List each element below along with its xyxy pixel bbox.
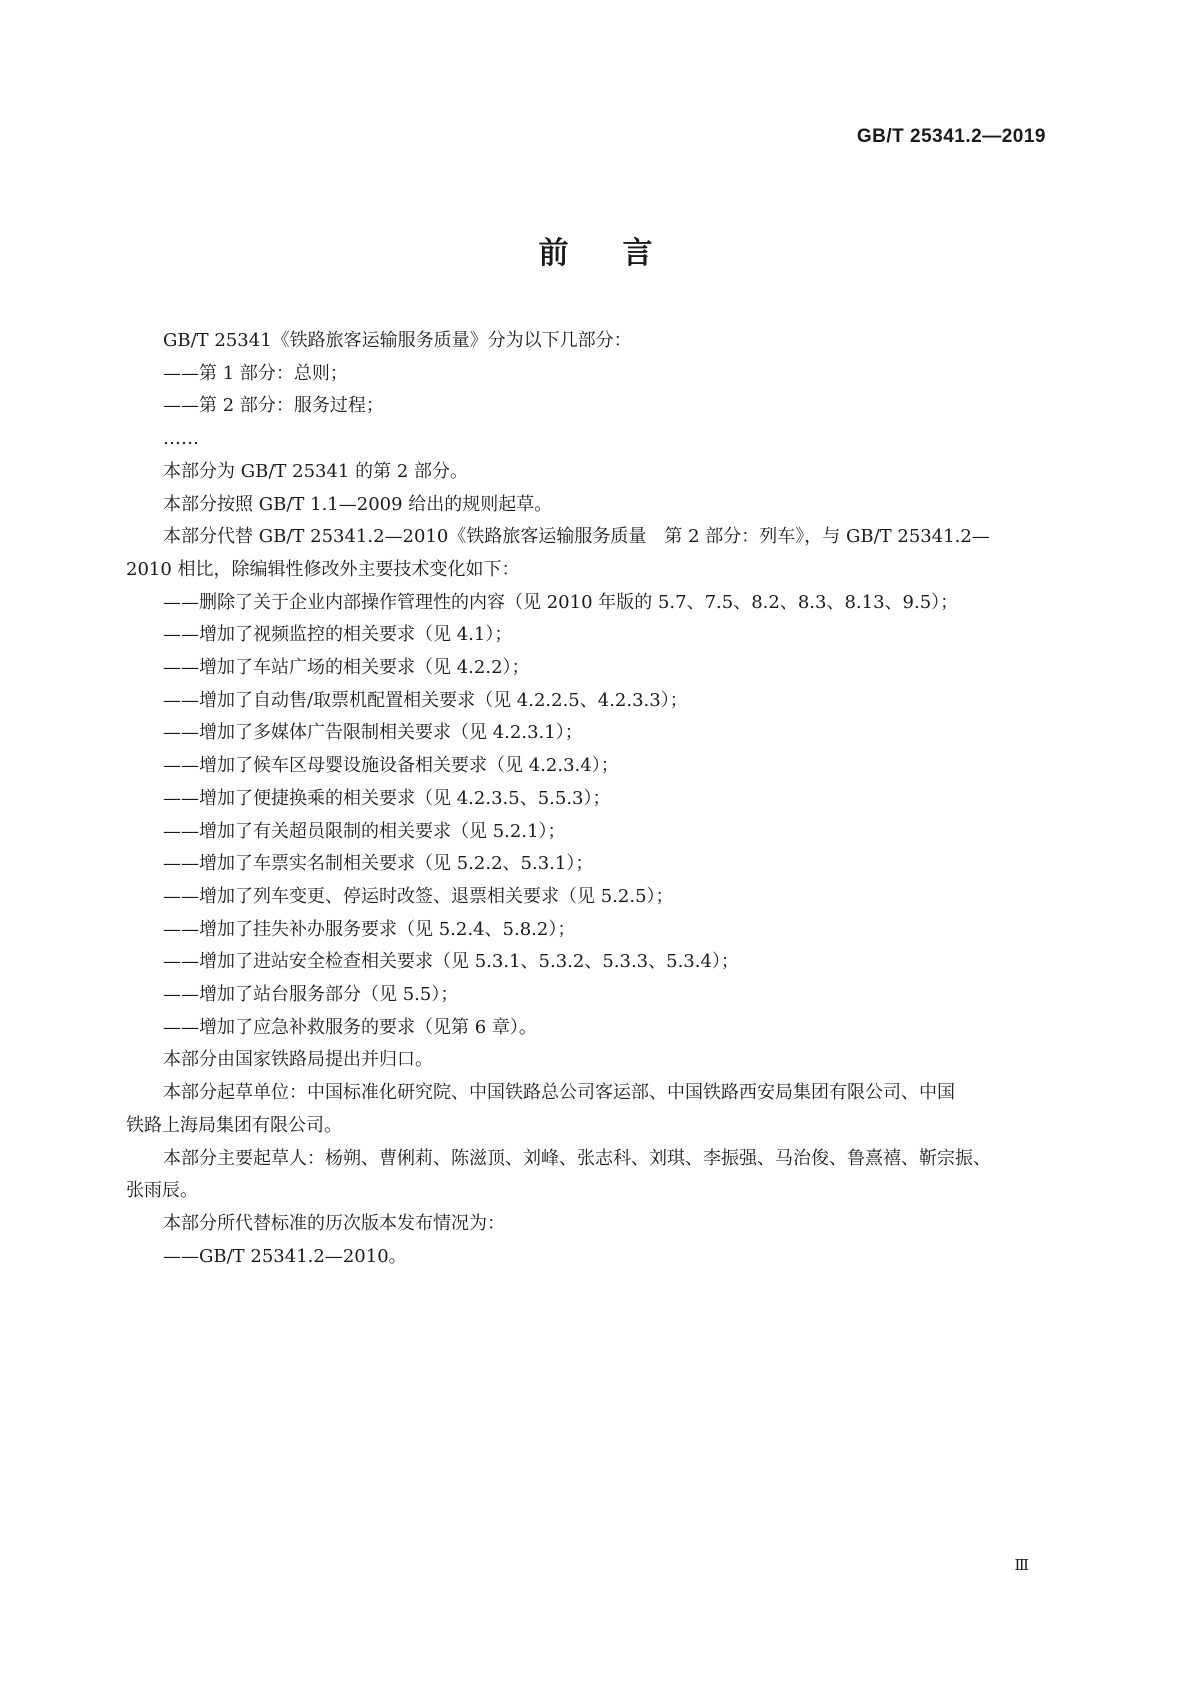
standard-number: GB/T 25341.2—2019 — [856, 126, 1046, 147]
text-line: 本部分所代替标准的历次版本发布情况为： — [163, 1212, 505, 1234]
text-line: 本部分按照 GB/T 1.1—2009 给出的规则起草。 — [163, 493, 553, 515]
text-line: ——GB/T 25341.2—2010。 — [163, 1245, 407, 1267]
text-line: ——删除了关于企业内部操作管理性的内容（见 2010 年版的 5.7、7.5、8.2、8.3、8.13、9.5）； — [163, 591, 959, 613]
text-line: GB/T 25341《铁路旅客运输服务质量》分为以下几部分： — [163, 330, 632, 351]
text-line: ——增加了视频监控的相关要求（见 4.1）； — [163, 624, 513, 646]
text-line: ——增加了多媒体广告限制相关要求（见 4.2.3.1）； — [163, 722, 583, 744]
text-line: 本部分代替 GB/T 25341.2—2010《铁路旅客运输服务质量 第 2 部分：列车》，与 GB/T 25341.2— — [163, 526, 990, 548]
text-line: 本部分为 GB/T 25341 的第 2 部分。 — [163, 460, 468, 482]
text-line: ——增加了车票实名制相关要求（见 5.2.2、5.3.1）； — [163, 853, 594, 875]
text-line: ——第 2 部分：服务过程； — [163, 395, 384, 417]
text-line: 本部分起草单位：中国标准化研究院、中国铁路总公司客运部、中国铁路西安局集团有限公司、中国 — [163, 1082, 955, 1104]
text-line: ——增加了便捷换乘的相关要求（见 4.2.3.5、5.5.3）； — [163, 787, 611, 809]
text-line: ——增加了列车变更、停运时改签、退票相关要求（见 5.2.5）； — [163, 885, 674, 907]
text-line: ——增加了进站安全检查相关要求（见 5.3.1、5.3.2、5.3.3、5.3.4）； — [163, 951, 739, 973]
text-line: ——增加了车站广场的相关要求（见 4.2.2）； — [163, 657, 530, 679]
text-line: ——增加了候车区母婴设施设备相关要求（见 4.2.3.4）； — [163, 755, 619, 777]
text-line: 张雨辰。 — [126, 1180, 198, 1202]
page-title: 前言 — [538, 236, 707, 271]
text-line: 2010 相比，除编辑性修改外主要技术变化如下： — [126, 558, 520, 580]
text-line: 铁路上海局集团有限公司。 — [126, 1114, 342, 1136]
text-line: 本部分由国家铁路局提出并归口。 — [163, 1049, 433, 1071]
text-line: 本部分主要起草人：杨朔、曹俐莉、陈滋顶、刘峰、张志科、刘琪、李振强、马治俊、鲁熹禧、靳宗振、 — [163, 1147, 991, 1169]
text-line: ——增加了站台服务部分（见 5.5）； — [163, 984, 459, 1006]
page-number: Ⅲ — [1014, 1556, 1029, 1574]
text-line: ——增加了挂失补办服务要求（见 5.2.4、5.8.2）； — [163, 918, 576, 940]
text-line: ——增加了自动售/取票机配置相关要求（见 4.2.2.5、4.2.3.3）； — [163, 689, 688, 711]
text-line: …… — [163, 428, 199, 450]
foreword-body — [126, 325, 1066, 1273]
text-line: ——增加了有关超员限制的相关要求（见 5.2.1）； — [163, 820, 566, 842]
text-line: ——第 1 部分：总则； — [163, 362, 348, 384]
text-line: ——增加了应急补救服务的要求（见第 6 章）。 — [163, 1016, 537, 1038]
